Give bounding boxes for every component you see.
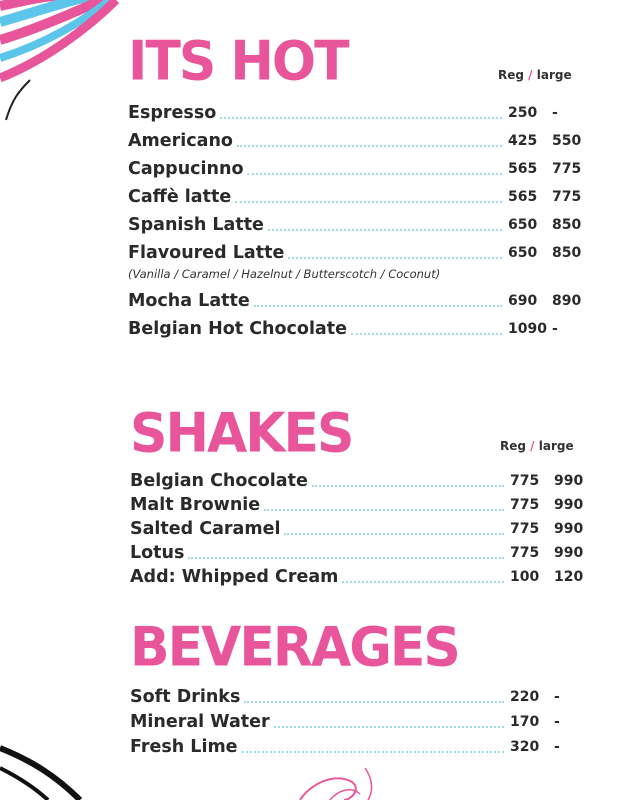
item-price-reg: 650 <box>508 245 538 261</box>
dot-leader <box>254 305 502 307</box>
dot-leader <box>288 257 502 259</box>
item-price-large: 550 <box>552 133 582 149</box>
item-price-large: - <box>552 321 558 337</box>
item-name: Malt Brownie <box>130 495 261 515</box>
item-name: Americano <box>128 131 233 151</box>
item-name: Fresh Lime <box>130 737 238 757</box>
dot-leader <box>247 173 502 175</box>
menu-item <box>130 491 590 515</box>
dot-leader <box>220 117 502 119</box>
dot-leader <box>242 751 504 753</box>
item-price-reg: 775 <box>510 497 540 513</box>
item-price-large: 990 <box>554 521 584 537</box>
item-name: Soft Drinks <box>130 687 241 707</box>
menu-item <box>128 99 588 123</box>
menu-item <box>128 315 588 339</box>
item-name: Flavoured Latte <box>128 243 285 263</box>
item-price-reg: 565 <box>508 161 538 177</box>
reg-label: Reg <box>498 68 524 82</box>
menu-item <box>128 155 588 179</box>
dot-leader <box>268 229 502 231</box>
item-price-reg: 320 <box>510 739 540 755</box>
item-name: Add: Whipped Cream <box>130 567 339 587</box>
hot-size-header <box>498 68 572 82</box>
item-name: Mineral Water <box>130 712 270 732</box>
shakes-title: SHAKES <box>130 402 353 465</box>
dot-leader <box>235 201 502 203</box>
menu-item <box>128 127 588 151</box>
item-name: Belgian Hot Chocolate <box>128 319 347 339</box>
large-label: large <box>538 439 574 453</box>
flavour-note: (Vanilla / Caramel / Hazelnut / Butterscotch / Coconut) <box>128 267 441 281</box>
item-price-reg: 690 <box>508 293 538 309</box>
item-price-reg: 775 <box>510 545 540 561</box>
item-price-large: - <box>554 739 560 755</box>
dot-leader <box>237 145 502 147</box>
item-price-large: 850 <box>552 217 582 233</box>
item-name: Espresso <box>128 103 217 123</box>
item-price-large: 990 <box>554 497 584 513</box>
menu-item <box>128 211 588 235</box>
item-name: Salted Caramel <box>130 519 281 539</box>
item-name: Cappucinno <box>128 159 244 179</box>
item-name: Caffè latte <box>128 187 232 207</box>
large-label: large <box>536 68 572 82</box>
item-price-large: - <box>552 105 558 121</box>
item-name: Mocha Latte <box>128 291 250 311</box>
dot-leader <box>244 701 504 703</box>
item-price-reg: 220 <box>510 689 540 705</box>
dot-leader <box>264 509 504 511</box>
item-price-reg: 565 <box>508 189 538 205</box>
reg-label: Reg <box>500 439 526 453</box>
menu-item <box>130 563 590 587</box>
item-name: Lotus <box>130 543 185 563</box>
item-price-reg: 650 <box>508 217 538 233</box>
header-slash: / <box>530 439 535 453</box>
dot-leader <box>351 333 502 335</box>
item-price-reg: 775 <box>510 473 540 489</box>
hot-title: ITS HOT <box>128 30 348 93</box>
menu-item <box>130 539 590 563</box>
menu-item <box>130 515 590 539</box>
item-price-large: 890 <box>552 293 582 309</box>
beverages-title: BEVERAGES <box>130 616 459 679</box>
menu-item <box>130 708 590 732</box>
item-price-reg: 100 <box>510 569 540 585</box>
corner-stripes-decoration <box>0 0 120 130</box>
item-price-large: - <box>554 689 560 705</box>
dot-leader <box>274 726 504 728</box>
item-price-large: 990 <box>554 473 584 489</box>
item-price-large: 775 <box>552 189 582 205</box>
header-slash: / <box>528 68 533 82</box>
item-name: Spanish Latte <box>128 215 264 235</box>
item-price-reg: 250 <box>508 105 538 121</box>
item-price-reg: 775 <box>510 521 540 537</box>
menu-item <box>128 239 588 263</box>
dot-leader <box>342 581 504 583</box>
menu-item <box>130 683 590 707</box>
item-price-reg: 425 <box>508 133 538 149</box>
item-price-large: - <box>554 714 560 730</box>
menu-item <box>128 183 588 207</box>
item-price-large: 850 <box>552 245 582 261</box>
dot-leader <box>312 485 504 487</box>
dot-leader <box>284 533 504 535</box>
item-price-large: 990 <box>554 545 584 561</box>
menu-item <box>130 733 590 757</box>
item-price-reg: 1090 <box>508 321 547 337</box>
menu-item <box>128 287 588 311</box>
item-price-reg: 170 <box>510 714 540 730</box>
item-price-large: 120 <box>554 569 584 585</box>
shakes-size-header <box>500 439 574 453</box>
item-name: Belgian Chocolate <box>130 471 308 491</box>
menu-item <box>130 467 590 491</box>
item-price-large: 775 <box>552 161 582 177</box>
dot-leader <box>188 557 504 559</box>
